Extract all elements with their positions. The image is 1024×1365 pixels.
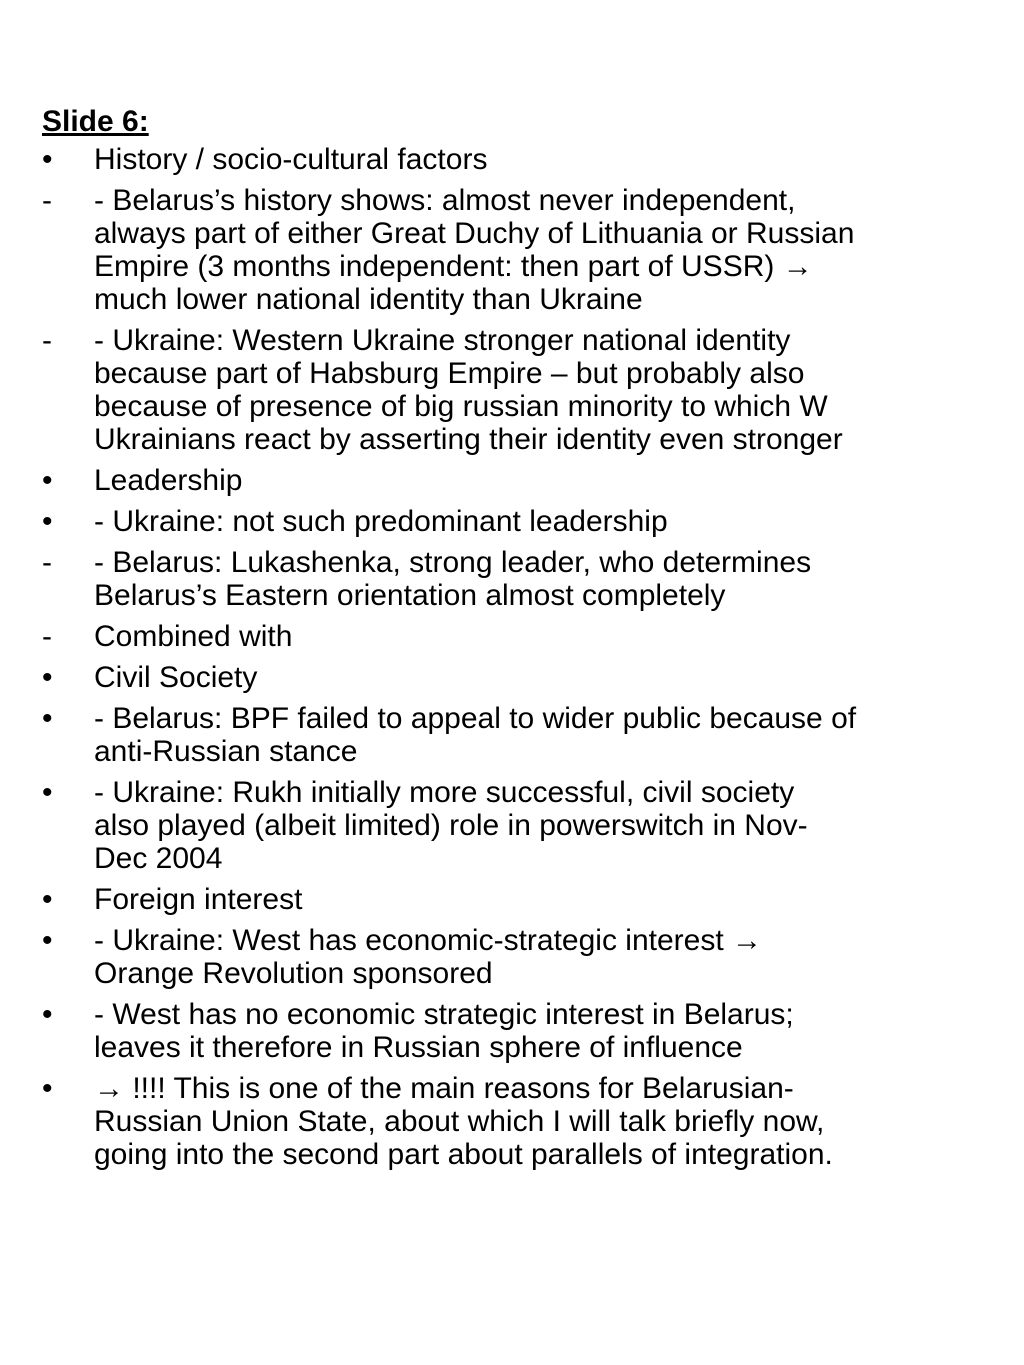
list-marker: - xyxy=(42,324,52,357)
list-marker: • xyxy=(42,702,53,735)
list-marker: - xyxy=(42,620,52,653)
list-item-text: - Ukraine: not such predominant leadership xyxy=(94,505,668,538)
list-marker: • xyxy=(42,998,53,1031)
list-item-text: - Belarus’s history shows: almost never independent, always part of either Great Duchy of Lithuania or Russian Empire (3 months independent: then part of USSR) → much lower national identity than Ukraine xyxy=(94,184,855,316)
list-item-text: Foreign interest xyxy=(94,883,303,916)
list-item-text: History / socio-cultural factors xyxy=(94,143,488,176)
list-marker: • xyxy=(42,143,53,176)
list-item xyxy=(42,505,972,538)
list-item xyxy=(42,324,972,456)
list-marker: • xyxy=(42,1072,53,1105)
list-item-text: Leadership xyxy=(94,464,243,497)
list-marker: • xyxy=(42,924,53,957)
list-item xyxy=(42,998,972,1064)
list-item xyxy=(42,924,972,990)
list-marker: • xyxy=(42,883,53,916)
list-item xyxy=(42,883,972,916)
list-item xyxy=(42,702,972,768)
list-marker: - xyxy=(42,546,52,579)
list-item xyxy=(42,620,972,653)
list-item-text: - Belarus: BPF failed to appeal to wider public because of anti-Russian stance xyxy=(94,702,857,768)
list-item-text: Civil Society xyxy=(94,661,258,694)
list-item xyxy=(42,143,972,176)
slide-notes xyxy=(42,104,972,1179)
list-item-text: → !!!! This is one of the main reasons for Belarusian- Russian Union State, about which I will talk briefly now, going into the second part about parallels of integration. xyxy=(94,1072,833,1171)
list-marker: • xyxy=(42,464,53,497)
list-item xyxy=(42,661,972,694)
list-item-text: - Ukraine: West has economic-strategic interest → Orange Revolution sponsored xyxy=(94,924,763,990)
list-item-text: - West has no economic strategic interest in Belarus; leaves it therefore in Russian sphere of influence xyxy=(94,998,794,1064)
list-marker: • xyxy=(42,661,53,694)
list-item xyxy=(42,184,972,316)
list-item-text: - Ukraine: Western Ukraine stronger national identity because part of Habsburg Empire – but probably also because of presence of big russian minority to which W Ukrainians react by asserting their identity even stronger xyxy=(94,324,843,456)
list-item-text: Combined with xyxy=(94,620,293,653)
list-marker: • xyxy=(42,505,53,538)
slide-heading: Slide 6: xyxy=(42,105,149,138)
list-item-text: - Ukraine: Rukh initially more successful, civil society also played (albeit limited) role in powerswitch in Nov- Dec 2004 xyxy=(94,776,808,875)
list-marker: • xyxy=(42,776,53,809)
list-item xyxy=(42,546,972,612)
list-item xyxy=(42,464,972,497)
list-item xyxy=(42,776,972,875)
notes-list xyxy=(42,143,972,1171)
list-item-text: - Belarus: Lukashenka, strong leader, who determines Belarus’s Eastern orientation almost completely xyxy=(94,546,812,612)
list-marker: - xyxy=(42,184,52,217)
list-item xyxy=(42,1072,972,1171)
